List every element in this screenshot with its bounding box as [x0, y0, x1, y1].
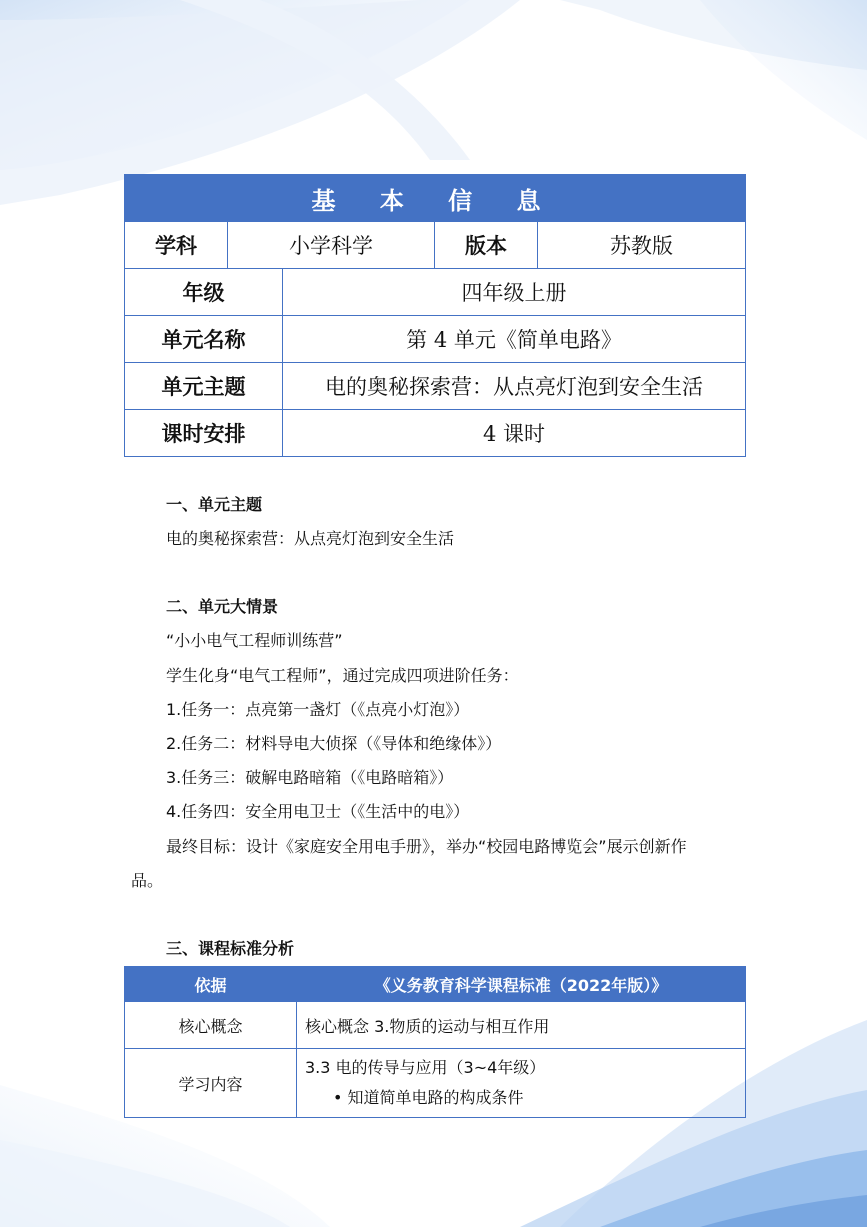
core-concept-label: 核心概念: [125, 1002, 297, 1049]
task-item: 4.任务四：安全用电卫士（《生活中的电》）: [166, 802, 470, 821]
task-item: 1.任务一：点亮第一盏灯（《点亮小灯泡》）: [166, 700, 470, 719]
unit-theme-value: 电的奥秘探索营：从点亮灯泡到安全生活: [283, 363, 746, 410]
edition-value: 苏教版: [538, 222, 746, 269]
task-item: 2.任务二：材料导电大侦探（《导体和绝缘体》）: [166, 734, 502, 753]
info-table-header: [125, 175, 746, 222]
final-goal-line2: 品。: [131, 871, 164, 890]
unit-name-label: 单元名称: [125, 316, 283, 363]
final-goal-line1: 最终目标：设计《家庭安全用电手册》，举办“校园电路博览会”展示创新作: [166, 837, 687, 856]
section3-heading: 三、课程标准分析: [166, 939, 295, 958]
edition-label: 版本: [435, 222, 538, 269]
grade-label: 年级: [125, 269, 283, 316]
core-concept-value: 核心概念 3.物质的运动与相互作用: [297, 1002, 746, 1049]
learning-content-line: 3.3 电的传导与应用（3~4年级）: [305, 1058, 546, 1077]
scenario-title: “小小电气工程师训练营”: [166, 631, 343, 650]
basis-header: 依据: [125, 967, 297, 1002]
unit-name-value: 第 4 单元《简单电路》: [283, 316, 746, 363]
section1-heading: 一、单元主题: [166, 495, 263, 514]
basic-info-table: [124, 174, 746, 457]
task-item: 3.任务三：破解电路暗箱（《电路暗箱》）: [166, 768, 454, 787]
info-table-title: 基 本 信 息: [125, 175, 746, 222]
learning-content-label: 学习内容: [125, 1049, 297, 1118]
info-row-periods: [125, 410, 746, 457]
table-row: [125, 1049, 746, 1118]
info-row-subject: [125, 222, 746, 269]
grade-value: 四年级上册: [283, 269, 746, 316]
standard-title-header: 《义务教育科学课程标准（2022年版）》: [297, 967, 746, 1002]
standard-table-header: [125, 967, 746, 1002]
periods-value: 4 课时: [283, 410, 746, 457]
unit-theme-label: 单元主题: [125, 363, 283, 410]
section1-text: 电的奥秘探索营：从点亮灯泡到安全生活: [166, 529, 455, 548]
section2-heading: 二、单元大情景: [166, 597, 279, 616]
subject-label: 学科: [125, 222, 228, 269]
info-row-unit-name: [125, 316, 746, 363]
learning-content-bullet: • 知道简单电路的构成条件: [333, 1088, 524, 1107]
periods-label: 课时安排: [125, 410, 283, 457]
subject-value: 小学科学: [228, 222, 435, 269]
info-row-grade: [125, 269, 746, 316]
info-row-unit-theme: [125, 363, 746, 410]
scenario-intro: 学生化身“电气工程师”，通过完成四项进阶任务：: [166, 666, 519, 685]
curriculum-standard-table: [124, 966, 746, 1118]
table-row: [125, 1002, 746, 1049]
learning-content-cell: [297, 1049, 746, 1118]
